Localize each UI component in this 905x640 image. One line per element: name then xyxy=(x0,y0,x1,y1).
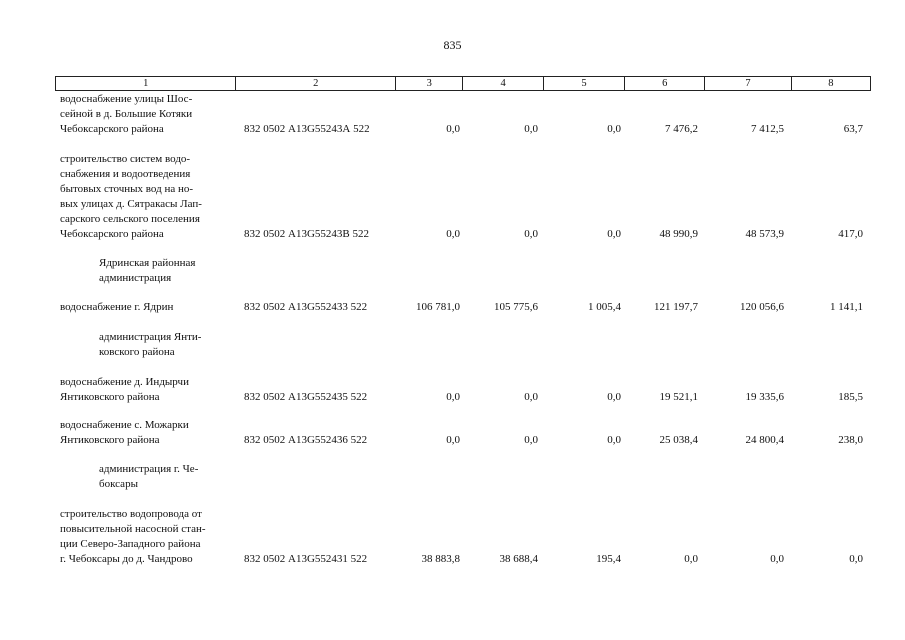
header-col-4: 4 xyxy=(463,77,543,90)
amount-c6: 19 521,1 xyxy=(659,391,698,403)
text-line: Янтиковского района xyxy=(60,434,160,446)
amount-c5: 0,0 xyxy=(607,391,621,403)
table-header xyxy=(55,76,871,91)
amount-c3: 0,0 xyxy=(446,228,460,240)
amount-c6: 7 476,2 xyxy=(665,123,698,135)
amount-c4: 0,0 xyxy=(524,434,538,446)
amount-c3: 0,0 xyxy=(446,434,460,446)
header-col-6: 6 xyxy=(625,77,705,90)
amount-c5: 1 005,4 xyxy=(588,301,621,313)
header-col-1: 1 xyxy=(56,77,236,90)
text-line: сарского сельского поселения xyxy=(60,213,200,225)
amount-c7: 7 412,5 xyxy=(751,123,784,135)
amount-c8: 185,5 xyxy=(838,391,863,403)
item-name xyxy=(60,300,230,315)
text-line: строительство систем водо- xyxy=(60,153,191,165)
text-line: г. Чебоксары до д. Чандрово xyxy=(60,553,193,565)
text-line: водоснабжение г. Ядрин xyxy=(60,301,174,313)
amount-c8: 1 141,1 xyxy=(830,301,863,313)
header-col-2: 2 xyxy=(236,77,396,90)
text-line: сейной в д. Большие Котяки xyxy=(60,108,193,120)
text-line: администрация Янти- xyxy=(99,331,202,343)
text-line: Янтиковского района xyxy=(60,391,160,403)
group-heading xyxy=(99,330,230,360)
item-name xyxy=(60,152,230,242)
text-line: Ядринская районная xyxy=(99,257,196,269)
header-col-3: 3 xyxy=(396,77,463,90)
text-line: вых улицах д. Сятракасы Лап- xyxy=(60,198,202,210)
budget-code: 832 0502 А13G552435 522 xyxy=(244,391,368,403)
text-line: администрация г. Че- xyxy=(99,463,199,475)
text-line: ции Северо-Западного района xyxy=(60,538,201,550)
text-line: водоснабжение улицы Шос- xyxy=(60,93,193,105)
amount-c6: 121 197,7 xyxy=(654,301,698,313)
budget-code: 832 0502 А13G552431 522 xyxy=(244,553,368,565)
amount-c5: 0,0 xyxy=(607,123,621,135)
amount-c8: 417,0 xyxy=(838,228,863,240)
amount-c5: 0,0 xyxy=(607,228,621,240)
item-name xyxy=(60,92,230,137)
amount-c7: 120 056,6 xyxy=(740,301,784,313)
header-col-7: 7 xyxy=(705,77,791,90)
amount-c3: 38 883,8 xyxy=(421,553,460,565)
budget-code: 832 0502 А13G552433 522 xyxy=(244,301,368,313)
amount-c4: 38 688,4 xyxy=(499,553,538,565)
text-line: водоснабжение с. Можарки xyxy=(60,419,189,431)
amount-c7: 19 335,6 xyxy=(745,391,784,403)
amount-c7: 48 573,9 xyxy=(745,228,784,240)
amount-c7: 24 800,4 xyxy=(745,434,784,446)
group-heading xyxy=(99,462,230,492)
header-col-8: 8 xyxy=(828,78,834,89)
budget-code: 832 0502 А13G55243А 522 xyxy=(244,123,370,135)
text-line: Чебоксарского района xyxy=(60,123,164,135)
amount-c8: 0,0 xyxy=(849,553,863,565)
amount-c6: 48 990,9 xyxy=(659,228,698,240)
group-heading xyxy=(99,256,230,286)
text-line: ковского района xyxy=(99,346,175,358)
amount-c8: 63,7 xyxy=(843,123,863,135)
text-line: строительство водопровода от xyxy=(60,508,202,520)
amount-c8: 238,0 xyxy=(838,434,863,446)
text-line: администрация xyxy=(99,272,172,284)
amount-c5: 0,0 xyxy=(607,434,621,446)
amount-c3: 0,0 xyxy=(446,391,460,403)
budget-code: 832 0502 А13G55243В 522 xyxy=(244,228,369,240)
page-number: 835 xyxy=(443,38,462,52)
item-name xyxy=(60,507,230,567)
text-line: водоснабжение д. Индырчи xyxy=(60,376,189,388)
amount-c4: 0,0 xyxy=(524,228,538,240)
budget-code: 832 0502 А13G552436 522 xyxy=(244,434,368,446)
text-line: боксары xyxy=(99,478,138,490)
amount-c6: 25 038,4 xyxy=(659,434,698,446)
item-name xyxy=(60,418,230,448)
header-col-5: 5 xyxy=(544,77,625,90)
text-line: бытовых сточных вод на но- xyxy=(60,183,194,195)
item-name xyxy=(60,375,230,405)
amount-c5: 195,4 xyxy=(596,553,621,565)
amount-c7: 0,0 xyxy=(770,553,784,565)
amount-c4: 0,0 xyxy=(524,123,538,135)
amount-c6: 0,0 xyxy=(684,553,698,565)
text-line: повысительной насосной стан- xyxy=(60,523,206,535)
amount-c4: 105 775,6 xyxy=(494,301,538,313)
amount-c4: 0,0 xyxy=(524,391,538,403)
text-line: снабжения и водоотведения xyxy=(60,168,191,180)
amount-c3: 0,0 xyxy=(446,123,460,135)
amount-c3: 106 781,0 xyxy=(416,301,460,313)
text-line: Чебоксарского района xyxy=(60,228,164,240)
